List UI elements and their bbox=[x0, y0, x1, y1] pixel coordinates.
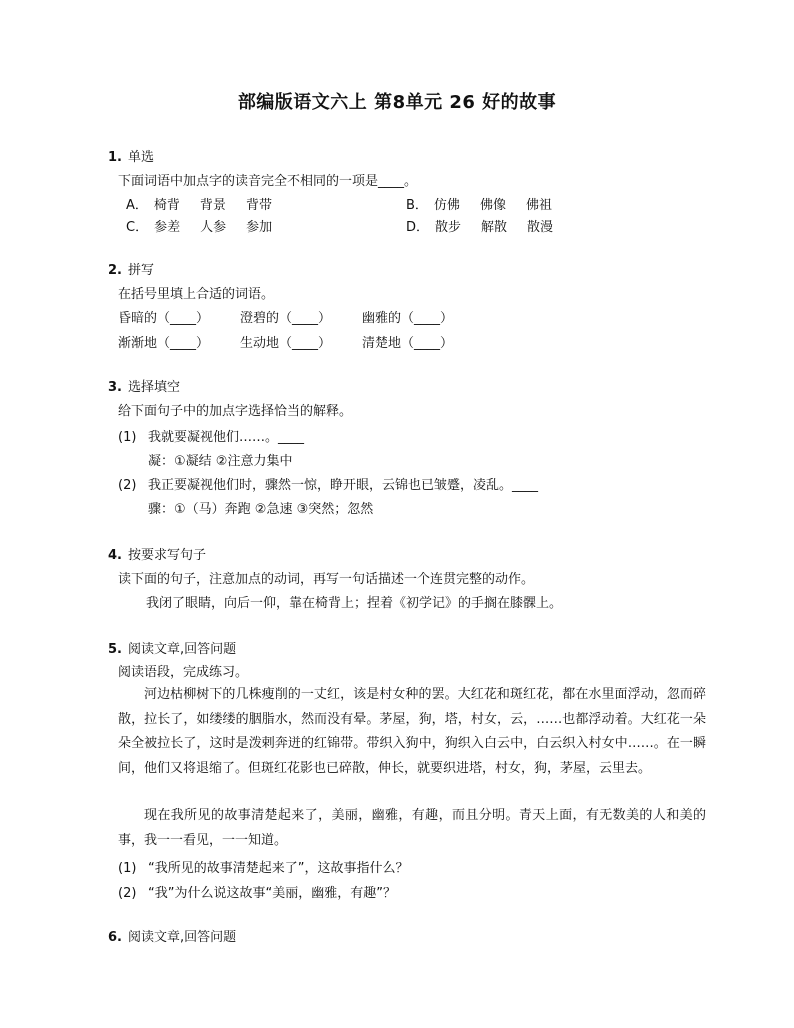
question-number: 5. bbox=[108, 642, 122, 657]
question-number: 6. bbox=[108, 930, 122, 945]
question-type: 单选 bbox=[127, 150, 154, 165]
option-label: B． bbox=[406, 198, 428, 213]
question-number: 2. bbox=[108, 263, 122, 278]
option-word: 背带 bbox=[245, 198, 272, 213]
option-word: 散漫 bbox=[527, 220, 554, 235]
sub-question-text: “我所见的故事清楚起来了”，这故事指什么？ bbox=[148, 861, 409, 876]
option-label: D． bbox=[406, 220, 430, 235]
question-type: 按要求写句子 bbox=[127, 548, 206, 563]
option-a[interactable] bbox=[126, 194, 292, 213]
sub-question-2-explanations: 骤：①（马）奔跑 ②急速 ③突然；忽然 bbox=[148, 502, 374, 517]
sub-question-1-explanations: 凝：①凝结 ②注意力集中 bbox=[148, 454, 293, 469]
q5-sub-question-1[interactable] bbox=[118, 857, 408, 876]
question-number: 1. bbox=[108, 150, 122, 165]
option-word: 佛祖 bbox=[525, 198, 552, 213]
fill-blank-item[interactable]: 生动地（____） bbox=[240, 336, 332, 351]
reading-passage-paragraph-2: 现在我所见的故事清楚起来了，美丽，幽雅，有趣，而且分明。青天上面，有无数美的人和美的事，我一一看见，一一知道。 bbox=[118, 808, 706, 848]
sub-question-text: “我”为什么说这故事“美丽，幽雅，有趣”？ bbox=[148, 886, 396, 901]
option-word: 佛像 bbox=[479, 198, 506, 213]
fill-blank-item[interactable]: 渐渐地（____） bbox=[118, 336, 210, 351]
question-number: 4. bbox=[108, 548, 122, 563]
option-word: 椅背 bbox=[153, 198, 180, 213]
question-type: 阅读文章,回答问题 bbox=[127, 642, 237, 657]
option-word: 解散 bbox=[481, 220, 508, 235]
question-4-header bbox=[108, 544, 206, 563]
option-b[interactable] bbox=[406, 194, 572, 213]
question-1-header bbox=[108, 146, 154, 165]
question-2-header bbox=[108, 259, 154, 278]
option-c[interactable] bbox=[126, 216, 292, 235]
question-1-stem: 下面词语中加点字的读音完全不相同的一项是____。 bbox=[118, 174, 418, 189]
question-3-header bbox=[108, 376, 180, 395]
sub-question-text: 我正要凝视他们时，骤然一惊，睁开眼，云锦也已皱蹙，凌乱。____ bbox=[148, 478, 539, 493]
question-4-sentence: 我闭了眼睛，向后一仰，靠在椅背上；捏着《初学记》的手搁在膝髁上。 bbox=[146, 596, 563, 611]
question-2-stem: 在括号里填上合适的词语。 bbox=[118, 287, 275, 302]
sub-question-number: (2) bbox=[118, 478, 137, 493]
q5-sub-question-2[interactable] bbox=[118, 882, 396, 901]
sub-question-number: (2) bbox=[118, 886, 137, 901]
sub-question-1[interactable] bbox=[118, 426, 304, 445]
question-type: 选择填空 bbox=[127, 380, 180, 395]
question-type: 拼写 bbox=[127, 263, 154, 278]
page-title: 部编版语文六上 第8单元 26 好的故事 bbox=[237, 92, 557, 113]
option-word: 仿佛 bbox=[433, 198, 460, 213]
sub-question-number: (1) bbox=[118, 430, 137, 445]
option-label: A． bbox=[126, 198, 148, 213]
option-word: 参差 bbox=[154, 220, 181, 235]
sub-question-2[interactable] bbox=[118, 474, 538, 493]
option-word: 背景 bbox=[199, 198, 226, 213]
fill-blank-item[interactable]: 澄碧的（____） bbox=[240, 311, 332, 326]
sub-question-number: (1) bbox=[118, 861, 137, 876]
sub-question-text: 我就要凝视他们……。____ bbox=[148, 430, 305, 445]
question-3-stem: 给下面句子中的加点字选择恰当的解释。 bbox=[118, 404, 353, 419]
reading-passage-paragraph-1: 河边枯柳树下的几株瘦削的一丈红，该是村女种的罢。大红花和斑红花，都在水里面浮动，忽而碎散，拉长了，如缕缕的胭脂水，然而没有晕。茅屋，狗，塔，村女，云，……也都浮动着。大红花一朵朵全被拉长了，这时是泼剌奔迸的红锦带。带织入狗中，狗织入白云中，白云织入村女中……。在一瞬间，他们又将退缩了。但斑红花影也已碎散，伸长，就要织进塔，村女，狗，茅屋，云里去。 bbox=[118, 687, 706, 776]
question-6-header bbox=[108, 926, 236, 945]
option-d[interactable] bbox=[406, 216, 573, 235]
fill-blank-item[interactable]: 清楚地（____） bbox=[362, 336, 454, 351]
option-word: 参加 bbox=[246, 220, 273, 235]
option-word: 人参 bbox=[200, 220, 227, 235]
option-label: C． bbox=[126, 220, 149, 235]
question-type: 阅读文章,回答问题 bbox=[127, 930, 237, 945]
fill-blank-item[interactable]: 昏暗的（____） bbox=[118, 311, 210, 326]
question-number: 3. bbox=[108, 380, 122, 395]
fill-blank-item[interactable]: 幽雅的（____） bbox=[362, 311, 454, 326]
question-5-stem: 阅读语段，完成练习。 bbox=[118, 665, 249, 680]
question-5-header bbox=[108, 638, 236, 657]
option-word: 散步 bbox=[435, 220, 462, 235]
question-4-stem: 读下面的句子，注意加点的动词，再写一句话描述一个连贯完整的动作。 bbox=[118, 572, 535, 587]
